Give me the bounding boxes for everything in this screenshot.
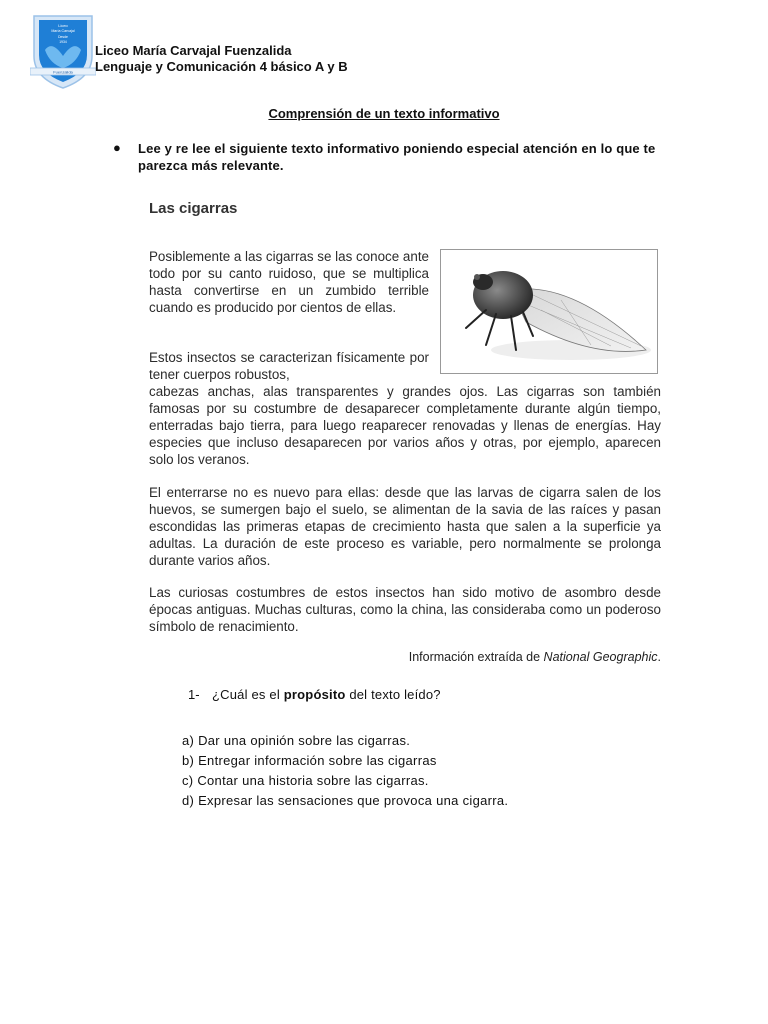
- document-title: Comprensión de un texto informativo: [268, 106, 500, 121]
- source-name: National Geographic: [543, 650, 658, 664]
- logo-text-line: 1934: [59, 40, 67, 44]
- school-name: Liceo María Carvajal Fuenzalida: [95, 43, 292, 58]
- logo-text-line: María Carvajal: [51, 29, 75, 33]
- answer-option-a[interactable]: a) Dar una opinión sobre las cigarras.: [182, 733, 411, 748]
- question-text: [212, 687, 441, 702]
- article-paragraph-1: Posiblemente a las cigarras se las conoce ante todo por su canto ruidoso, que se multiplica hasta convertirse en un zumbido terrible cuando es producido por cientos de ellas.: [149, 249, 429, 315]
- school-crest-hands-icon: [30, 12, 96, 90]
- answer-option-d[interactable]: d) Expresar las sensaciones que provoca una cigarra.: [182, 793, 509, 808]
- instruction-text: Lee y re lee el siguiente texto informativo poniendo especial atención en lo que te parezca más relevante.: [138, 141, 656, 173]
- logo-ribbon-text: Fuenzalida: [53, 69, 73, 75]
- school-heading: [95, 43, 348, 75]
- question-text-after: del texto leído?: [345, 687, 441, 702]
- article-paragraph-3: El enterrarse no es nuevo para ellas: desde que las larvas de cigarra salen de los huevos, se sumergen bajo el suelo, se alimentan de la savia de las raíces y pasan escondidas las primeras etapas de crecimiento hasta que salen a la superficie ya adultas. La duración de este proceso es variable, pero normalmente se prolonga durante varios años.: [149, 485, 661, 568]
- source-suffix: .: [657, 650, 661, 664]
- source-citation: [149, 650, 661, 664]
- logo-text-line: Desde: [58, 35, 68, 39]
- course-name: Lenguaje y Comunicación 4 básico A y B: [95, 59, 348, 74]
- source-prefix: Información extraída de: [408, 650, 544, 664]
- question-text-before: ¿Cuál es el: [212, 687, 284, 702]
- bullet-icon: ●: [113, 140, 121, 155]
- question-number: 1-: [188, 687, 200, 702]
- article-paragraph-4: Las curiosas costumbres de estos insectos han sido motivo de asombro desde épocas antiguas. Muchas culturas, como la china, las consideraba como un poderoso símbolo de renacimiento.: [149, 585, 661, 634]
- logo-text-line: Liceo: [58, 23, 68, 28]
- answer-option-c[interactable]: c) Contar una historia sobre las cigarras.: [182, 773, 429, 788]
- cicada-photo-icon: [440, 249, 658, 374]
- answer-option-b[interactable]: b) Entregar información sobre las cigarras: [182, 753, 437, 768]
- article-paragraph-2-start: Estos insectos se caracterizan físicamente por tener cuerpos robustos,: [149, 350, 429, 382]
- article-paragraph-2-rest: cabezas anchas, alas transparentes y grandes ojos. Las cigarras son también famosas por su costumbre de desaparecer completamente durante algún tiempo, enterradas bajo tierra, para luego reaparecer renovadas y llenas de energías. Hay especies que incluso desaparecen por varios años y otras, por ejemplo, aparecen solo los veranos.: [149, 384, 661, 467]
- question-text-bold: propósito: [283, 687, 346, 702]
- answer-options: [182, 731, 508, 811]
- article-title: Las cigarras: [149, 200, 238, 217]
